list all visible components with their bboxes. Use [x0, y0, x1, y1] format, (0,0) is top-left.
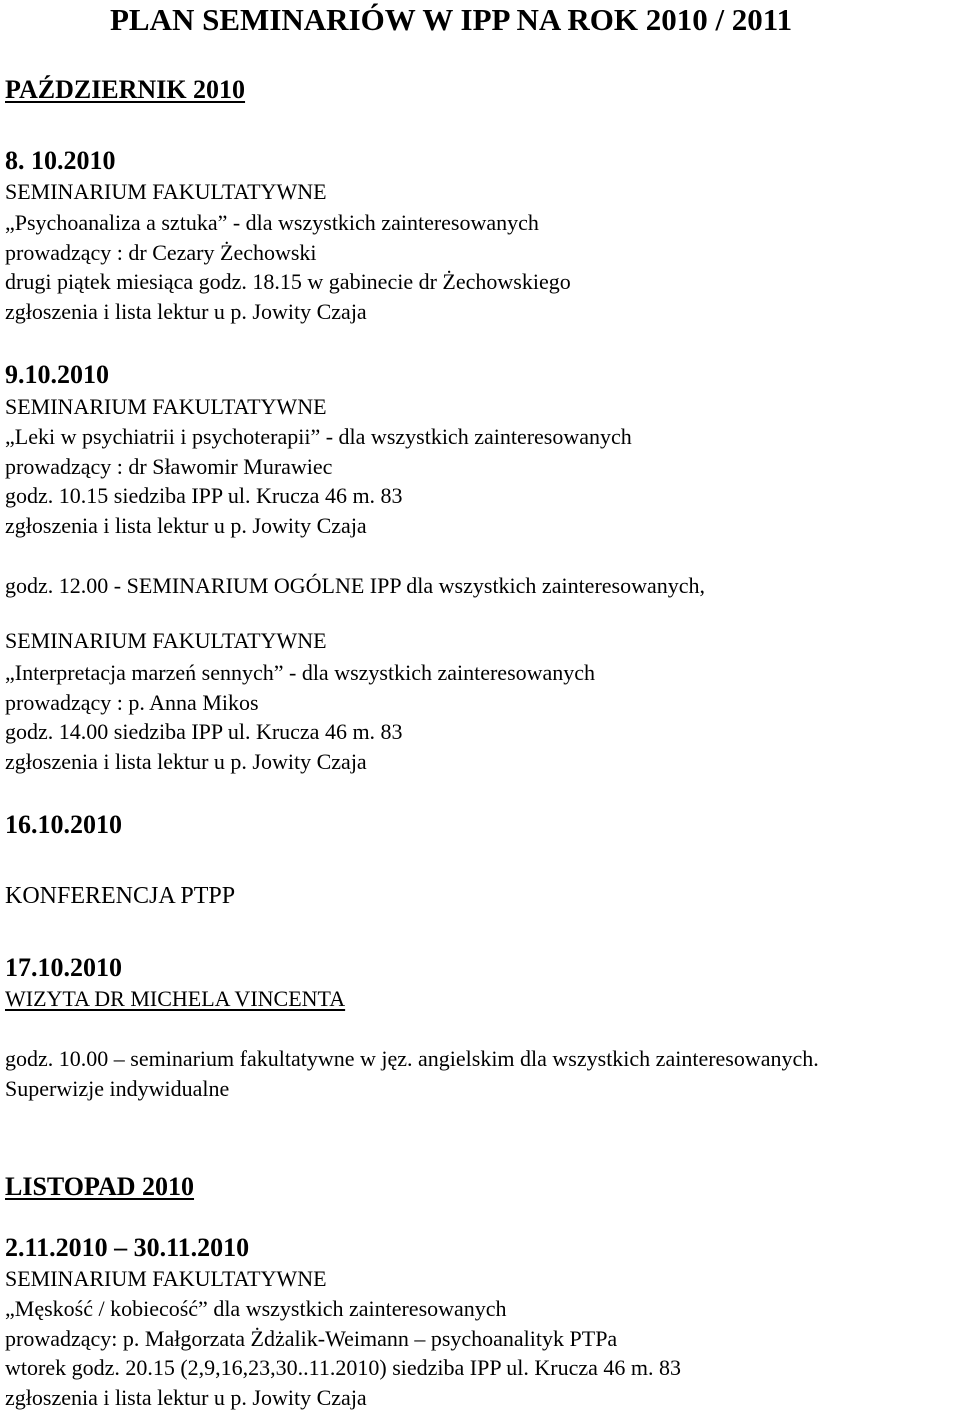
- seminar-time: godz. 10.15 siedziba IPP ul. Krucza 46 m. 83: [5, 483, 403, 508]
- seminar-contact: zgłoszenia i lista lektur u p. Jowity Czaja: [5, 1385, 367, 1410]
- seminar-date-range: 2.11.2010 – 30.11.2010: [5, 1233, 250, 1262]
- visit-seminar-line: godz. 10.00 – seminarium fakultatywne w jęz. angielskim dla wszystkich zainteresowanych.: [5, 1046, 819, 1071]
- seminar-type: SEMINARIUM FAKULTATYWNE: [5, 179, 327, 204]
- seminar-topic: „Męskość / kobiecość” dla wszystkich zainteresowanych: [5, 1296, 507, 1321]
- event-date: 17.10.2010: [5, 953, 122, 982]
- month-heading-october: PAŹDZIERNIK 2010: [5, 75, 246, 104]
- month-heading-november: LISTOPAD 2010: [5, 1172, 195, 1201]
- conference-name: KONFERENCJA PTPP: [5, 883, 236, 909]
- seminar-leader: prowadzący: p. Małgorzata Żdżalik-Weimann – psychoanalityk PTPa: [5, 1326, 618, 1351]
- seminar-type: SEMINARIUM FAKULTATYWNE: [5, 394, 327, 419]
- seminar-contact: zgłoszenia i lista lektur u p. Jowity Czaja: [5, 299, 367, 324]
- seminar-time: godz. 14.00 siedziba IPP ul. Krucza 46 m. 83: [5, 719, 403, 744]
- seminar-time: drugi piątek miesiąca godz. 18.15 w gabinecie dr Żechowskiego: [5, 269, 571, 294]
- seminar-leader: prowadzący : dr Cezary Żechowski: [5, 240, 317, 265]
- seminar-date: 8. 10.2010: [5, 146, 116, 175]
- seminar-date: 9.10.2010: [5, 360, 109, 389]
- seminar-topic: „Leki w psychiatrii i psychoterapii” - dla wszystkich zainteresowanych: [5, 424, 632, 449]
- visit-heading: WIZYTA DR MICHELA VINCENTA: [5, 986, 346, 1011]
- seminar-topic: „Interpretacja marzeń sennych” - dla wszystkich zainteresowanych: [5, 660, 596, 685]
- general-seminar-line: godz. 12.00 - SEMINARIUM OGÓLNE IPP dla wszystkich zainteresowanych,: [5, 573, 706, 598]
- seminar-contact: zgłoszenia i lista lektur u p. Jowity Czaja: [5, 513, 367, 538]
- seminar-type: SEMINARIUM FAKULTATYWNE: [5, 628, 327, 653]
- seminar-topic: „Psychoanaliza a sztuka” - dla wszystkich zainteresowanych: [5, 210, 539, 235]
- seminar-time: wtorek godz. 20.15 (2,9,16,23,30..11.2010) siedziba IPP ul. Krucza 46 m. 83: [5, 1355, 681, 1380]
- seminar-contact: zgłoszenia i lista lektur u p. Jowity Czaja: [5, 749, 367, 774]
- supervision-line: Superwizje indywidualne: [5, 1076, 230, 1101]
- seminar-type: SEMINARIUM FAKULTATYWNE: [5, 1266, 327, 1291]
- page-title: PLAN SEMINARIÓW W IPP NA ROK 2010 / 2011: [110, 2, 793, 37]
- seminar-leader: prowadzący : p. Anna Mikos: [5, 690, 259, 715]
- seminar-leader: prowadzący : dr Sławomir Murawiec: [5, 454, 333, 479]
- event-date: 16.10.2010: [5, 810, 122, 839]
